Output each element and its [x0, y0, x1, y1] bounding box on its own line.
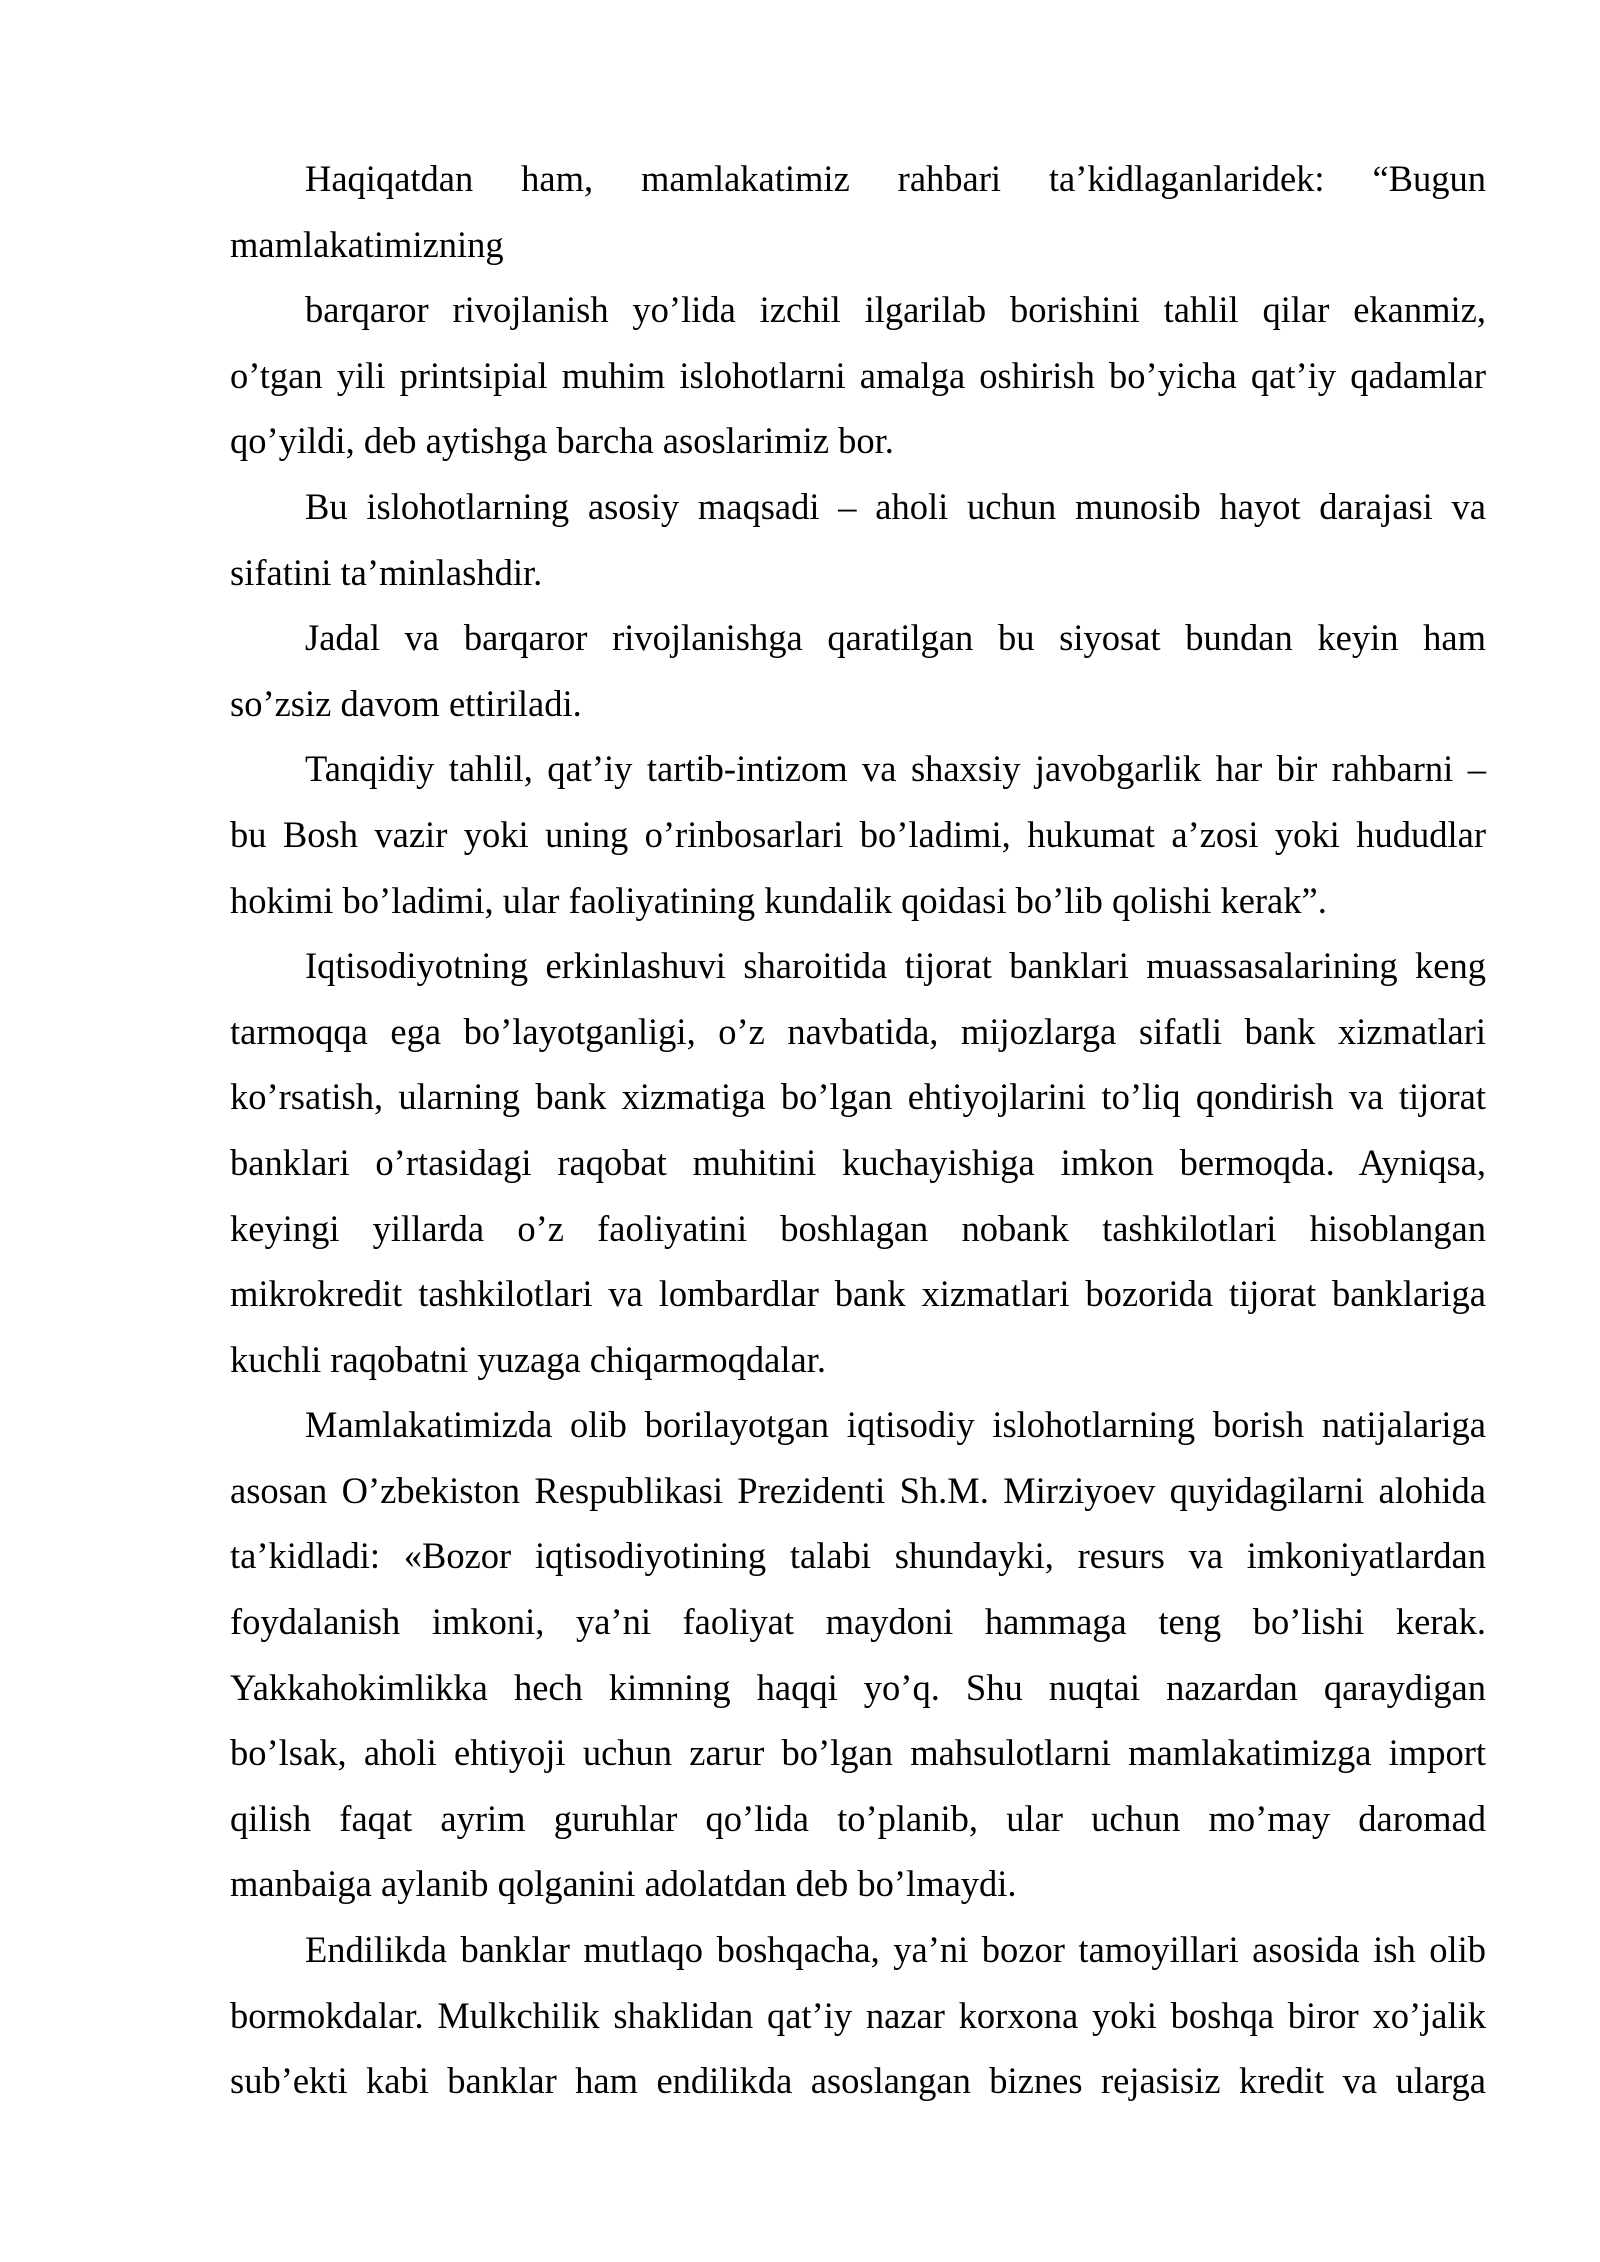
text-line: bu Bosh vazir yoki uning o’rinbosarlari bo’ladimi, hukumat a’zosi yoki hududlar: [230, 813, 1486, 855]
text-line: Jadal va barqaror rivojlanishga qaratilgan bu siyosat bundan keyin ham: [305, 617, 1486, 659]
text-line: sifatini ta’minlashdir.: [230, 551, 543, 593]
text-line: hokimi bo’ladimi, ular faoliyatining kundalik qoidasi bo’lib qolishi kerak”.: [230, 879, 1327, 921]
text-line: Bu islohotlarning asosiy maqsadi – aholi uchun munosib hayot darajasi va: [305, 485, 1486, 527]
text-line: Yakkahokimlikka hech kimning haqqi yo’q. Shu nuqtai nazardan qaraydigan: [230, 1666, 1486, 1708]
text-line: bo’lsak, aholi ehtiyoji uchun zarur bo’lgan mahsulotlarni mamlakatimizga import: [230, 1732, 1486, 1774]
text-line: Haqiqatdan ham, mamlakatimiz rahbari ta’kidlaganlaridek: “Bugun: [305, 158, 1486, 199]
text-line: ko’rsatish, ularning bank xizmatiga bo’lgan ehtiyojlarini to’liq qondirish va tijorat: [230, 1076, 1486, 1118]
text-line: mamlakatimizning: [230, 223, 504, 265]
text-line: o’tgan yili printsipial muhim islohotlarni amalga oshirish bo’yicha qat’iy qadamlar: [230, 354, 1486, 396]
text-line: so’zsiz davom ettiriladi.: [230, 682, 582, 724]
text-line: mikrokredit tashkilotlari va lombardlar bank xizmatlari bozorida tijorat banklariga: [230, 1273, 1486, 1315]
text-line: qo’yildi, deb aytishga barcha asoslarimiz bor.: [230, 420, 894, 462]
text-line: qilish faqat ayrim guruhlar qo’lida to’planib, ular uchun mo’may daromad: [230, 1797, 1486, 1839]
text-line: barqaror rivojlanish yo’lida izchil ilgarilab borishini tahlil qilar ekanmiz,: [305, 289, 1486, 331]
text-line: asosan O’zbekiston Respublikasi Prezidenti Sh.M. Mirziyoev quyidagilarni alohida: [230, 1469, 1486, 1511]
text-line: foydalanish imkoni, ya’ni faoliyat maydoni hammaga teng bo’lishi kerak.: [230, 1601, 1486, 1643]
text-line: tarmoqqa ega bo’layotganligi, o’z navbatida, mijozlarga sifatli bank xizmatlari: [230, 1010, 1486, 1052]
text-line: sub’ekti kabi banklar ham endilikda asoslangan biznes rejasisiz kredit va ularga: [230, 2060, 1486, 2102]
text-line: banklari o’rtasidagi raqobat muhitini kuchayishiga imkon bermoqda. Ayniqsa,: [230, 1141, 1486, 1183]
text-line: Mamlakatimizda olib borilayotgan iqtisodiy islohotlarning borish natijalariga: [305, 1404, 1486, 1446]
text-line: ta’kidladi: «Bozor iqtisodiyotining talabi shundayki, resurs va imkoniyatlardan: [230, 1535, 1486, 1577]
text-line: Tanqidiy tahlil, qat’iy tartib-intizom va shaxsiy javobgarlik har bir rahbarni –: [305, 748, 1486, 790]
text-line: kuchli raqobatni yuzaga chiqarmoqdalar.: [230, 1338, 826, 1380]
text-line: Endilikda banklar mutlaqo boshqacha, ya’ni bozor tamoyillari asosida ish olib: [305, 1929, 1486, 1971]
text-line: manbaiga aylanib qolganini adolatdan deb bo’lmaydi.: [230, 1863, 1017, 1905]
text-line: bormokdalar. Mulkchilik shaklidan qat’iy nazar korxona yoki boshqa biror xo’jalik: [230, 1994, 1486, 2036]
text-line: Iqtisodiyotning erkinlashuvi sharoitida tijorat banklari muassasalarining keng: [305, 945, 1486, 987]
text-line: keyingi yillarda o’z faoliyatini boshlagan nobank tashkilotlari hisoblangan: [230, 1207, 1486, 1249]
document-body: [230, 146, 1486, 2114]
